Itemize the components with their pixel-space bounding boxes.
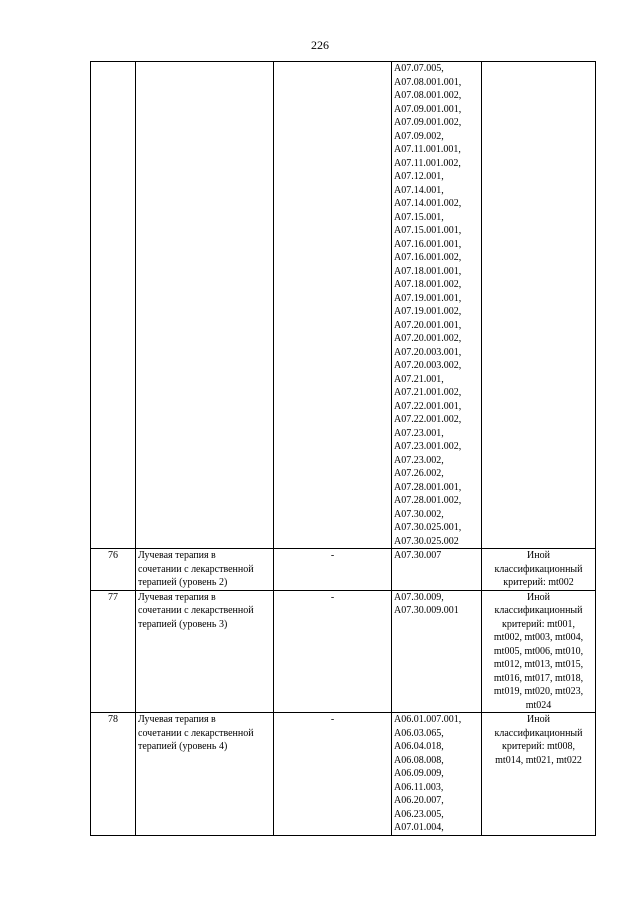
code-line: A07.15.001.001, xyxy=(394,225,462,236)
row-criteria xyxy=(482,713,596,836)
code-line: A07.19.001.002, xyxy=(394,306,462,317)
name-line: сочетании с лекарственной xyxy=(138,563,254,575)
name-cell xyxy=(136,62,274,549)
code-line: A06.01.007.001, xyxy=(394,714,462,725)
code-line: A06.03.065, xyxy=(394,727,444,739)
code-line: A06.20.007, xyxy=(394,795,444,806)
code-line: A07.16.001.001, xyxy=(394,238,462,250)
code-line: A07.15.001, xyxy=(394,211,444,223)
table-row-continuation xyxy=(91,62,596,549)
code-line: A06.23.005, xyxy=(394,808,444,820)
criteria-line: критерий: mt001, xyxy=(501,618,576,630)
row-dash: - xyxy=(274,590,392,713)
code-line: A07.09.001.001, xyxy=(394,103,462,115)
criteria-line: mt014, mt021, mt022 xyxy=(495,754,582,766)
codes-cell xyxy=(392,62,482,549)
table-body xyxy=(91,62,596,836)
code-line: A07.09.002, xyxy=(394,130,444,142)
criteria-line: mt002, mt003, mt004, xyxy=(493,632,584,643)
row-codes xyxy=(392,713,482,836)
code-line: A07.20.003.001, xyxy=(394,346,462,358)
code-line: A07.30.025.002 xyxy=(394,535,459,547)
name-line: терапией (уровень 2) xyxy=(138,577,228,588)
code-line: A06.08.008, xyxy=(394,754,444,766)
code-line: A07.30.009.001 xyxy=(394,605,459,616)
code-line: A07.30.002, xyxy=(394,508,444,520)
code-line: A07.18.001.001, xyxy=(394,265,462,277)
name-line: терапией (уровень 4) xyxy=(138,741,228,752)
code-line: A07.23.001.002, xyxy=(394,441,462,452)
code-line: A07.07.005, xyxy=(394,63,444,74)
name-line: Лучевая терапия в xyxy=(138,714,216,725)
row-dash: - xyxy=(274,549,392,591)
criteria-line: mt024 xyxy=(525,699,552,711)
code-line: A07.14.001, xyxy=(394,184,444,196)
code-line: A07.18.001.002, xyxy=(394,279,462,290)
dash-cell xyxy=(274,62,392,549)
row-criteria xyxy=(482,549,596,591)
criteria-line: классификационный xyxy=(494,605,583,616)
code-line: A06.09.009, xyxy=(394,768,444,779)
code-line: A07.01.004, xyxy=(394,822,444,833)
code-line: A07.16.001.002, xyxy=(394,252,462,263)
code-line: A07.20.001.002, xyxy=(394,333,462,344)
criteria-line: критерий: mt002 xyxy=(503,577,574,588)
code-line: A07.12.001, xyxy=(394,171,444,182)
name-line: сочетании с лекарственной xyxy=(138,727,254,739)
code-line: A07.30.009, xyxy=(394,591,444,603)
row-number: 77 xyxy=(91,590,136,713)
criteria-line: классификационный xyxy=(494,727,583,739)
code-line: A07.30.025.001, xyxy=(394,522,462,533)
row-dash: - xyxy=(274,713,392,836)
code-line: A06.04.018, xyxy=(394,741,444,752)
criteria-line: Иной xyxy=(527,714,550,725)
criteria-line: классификационный xyxy=(494,563,583,575)
name-line: сочетании с лекарственной xyxy=(138,605,254,616)
row-name xyxy=(136,713,274,836)
code-line: A07.28.001.001, xyxy=(394,481,462,493)
criteria-line: mt005, mt006, mt010, xyxy=(493,645,584,657)
code-line: A07.23.001, xyxy=(394,427,444,439)
number-cell xyxy=(91,62,136,549)
table-row xyxy=(91,549,596,591)
criteria-line: mt019, mt020, mt023, xyxy=(493,686,584,697)
code-line: A07.30.007 xyxy=(394,550,442,561)
code-line: A07.19.001.001, xyxy=(394,292,462,304)
document-table xyxy=(90,61,596,836)
name-line: Лучевая терапия в xyxy=(138,591,216,603)
code-line: A07.11.001.001, xyxy=(394,144,461,155)
row-name xyxy=(136,590,274,713)
criteria-line: mt012, mt013, mt015, xyxy=(493,659,584,670)
criteria-line: Иной xyxy=(527,550,550,561)
code-line: A07.20.001.001, xyxy=(394,319,462,331)
code-line: A06.11.003, xyxy=(394,781,444,793)
code-line: A07.21.001.002, xyxy=(394,387,462,398)
page-number: 226 xyxy=(311,38,329,52)
row-criteria xyxy=(482,590,596,713)
criteria-line: Иной xyxy=(527,591,550,603)
name-line: терапией (уровень 3) xyxy=(138,618,228,630)
criteria-line: критерий: mt008, xyxy=(501,741,576,752)
table-row xyxy=(91,713,596,836)
row-name xyxy=(136,549,274,591)
row-number: 76 xyxy=(91,549,136,591)
row-number: 78 xyxy=(91,713,136,836)
code-line: A07.22.001.001, xyxy=(394,400,462,412)
code-line: A07.08.001.002, xyxy=(394,90,462,101)
row-codes xyxy=(392,549,482,591)
code-line: A07.08.001.001, xyxy=(394,76,462,88)
code-line: A07.09.001.002, xyxy=(394,117,462,128)
criteria-cell xyxy=(482,62,596,549)
code-line: A07.23.002, xyxy=(394,454,444,466)
row-codes xyxy=(392,590,482,713)
code-line: A07.20.003.002, xyxy=(394,360,462,371)
code-line: A07.14.001.002, xyxy=(394,198,462,209)
code-line: A07.26.002, xyxy=(394,468,444,479)
code-line: A07.21.001, xyxy=(394,373,444,385)
code-line: A07.11.001.002, xyxy=(394,157,461,169)
code-line: A07.22.001.002, xyxy=(394,414,462,425)
code-line: A07.28.001.002, xyxy=(394,495,462,506)
criteria-line: mt016, mt017, mt018, xyxy=(493,672,584,684)
name-line: Лучевая терапия в xyxy=(138,550,216,561)
table-row xyxy=(91,590,596,713)
